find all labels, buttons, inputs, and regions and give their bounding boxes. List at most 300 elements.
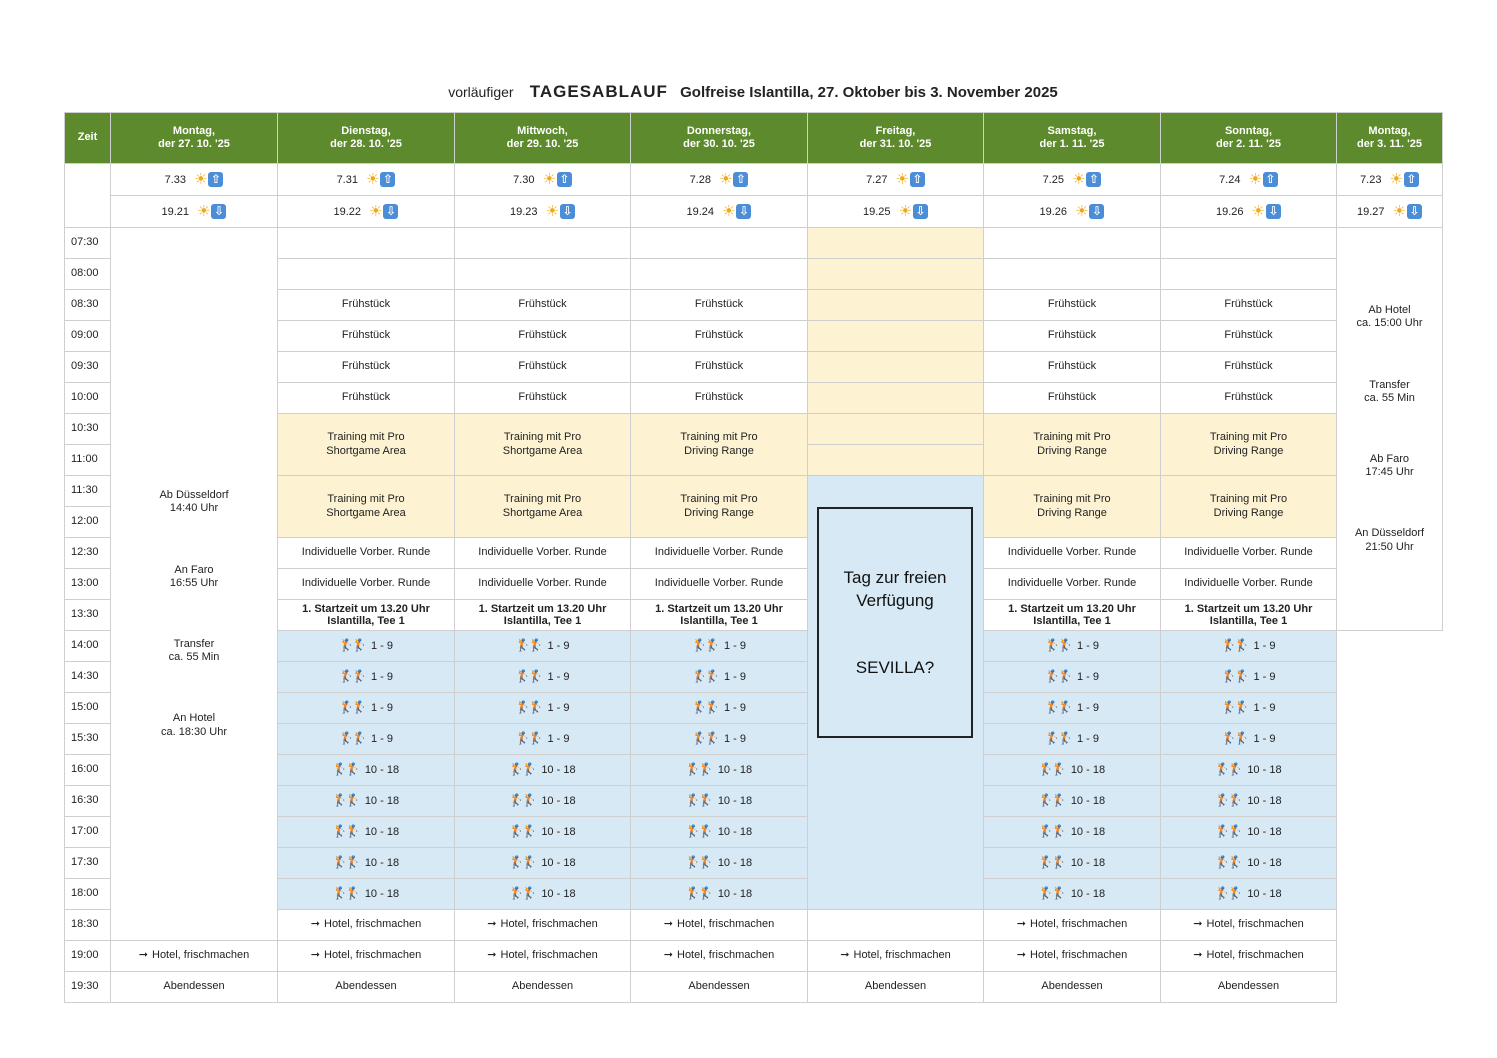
empty-cell (278, 259, 455, 290)
title-main: TAGESABLAUF (529, 82, 668, 101)
sun-icon: ☀ (718, 170, 733, 188)
golf-cell: 🏌🏌 10 - 18 (984, 848, 1161, 879)
sunset-row (65, 196, 1443, 228)
golf-cell: 🏌🏌 1 - 9 (455, 631, 631, 662)
golfer-icon: 🏌🏌 (685, 886, 712, 901)
tee-time-cell: 1. Startzeit um 13.20 Uhr Islantilla, Tee 1 (278, 600, 455, 631)
sunset-cell (984, 196, 1161, 228)
golfer-icon: 🏌🏌 (339, 638, 365, 653)
golfer-icon: 🏌🏌 (685, 855, 712, 870)
golf-cell: 🏌🏌 10 - 18 (631, 848, 808, 879)
dinner-cell: Abendessen (631, 972, 808, 1003)
sun-icon: ☀ (1389, 170, 1403, 188)
hotel-cell: ➞ Hotel, frischmachen (111, 941, 278, 972)
empty-cell (808, 910, 984, 941)
sunset-time: 19.27 (1357, 205, 1385, 218)
golfer-icon: 🏌🏌 (509, 855, 536, 870)
dinner-cell: Abendessen (278, 972, 455, 1003)
golf-cell: 🏌🏌 10 - 18 (631, 817, 808, 848)
golf-cell: 🏌🏌 10 - 18 (984, 879, 1161, 910)
golfer-icon: 🏌🏌 (339, 669, 365, 684)
tee-time-cell: 1. Startzeit um 13.20 Uhr Islantilla, Tee 1 (631, 600, 808, 631)
time-cell: 16:30 (65, 786, 111, 817)
golfer-icon: 🏌🏌 (1045, 700, 1071, 715)
golfer-icon: 🏌🏌 (332, 762, 359, 777)
golfer-icon: 🏌🏌 (692, 731, 718, 746)
departure-info-cell: Ab Hotel ca. 15:00 Uhr Transfer ca. 55 Min Ab Faro 17:45 Uhr An Düsseldorf 21:50 Uhr (1337, 228, 1443, 631)
golfer-icon: 🏌🏌 (332, 824, 359, 839)
golfer-icon: 🏌🏌 (515, 638, 542, 653)
arrow-down-icon: ⇩ (913, 204, 928, 219)
sun-icon: ☀ (369, 202, 383, 220)
arrow-up-icon: ⇧ (910, 172, 925, 187)
golf-cell: 🏌🏌 10 - 18 (278, 848, 455, 879)
golf-cell: 🏌🏌 10 - 18 (631, 879, 808, 910)
time-cell: 14:00 (65, 631, 111, 662)
golfer-icon: 🏌🏌 (1038, 886, 1065, 901)
golfer-icon: 🏌🏌 (509, 762, 536, 777)
arrow-down-icon: ⇩ (211, 204, 226, 219)
sunset-cell (631, 196, 808, 228)
right-arrow-icon: ➞ (1193, 949, 1203, 962)
golf-cell: 🏌🏌 10 - 18 (278, 817, 455, 848)
time-cell: 17:30 (65, 848, 111, 879)
sunset-time: 19.23 (510, 205, 538, 218)
time-cell: 17:00 (65, 817, 111, 848)
golf-cell: 🏌🏌 10 - 18 (455, 879, 631, 910)
hotel-cell: ➞ Hotel, frischmachen (278, 941, 455, 972)
sunrise-time: 7.23 (1360, 173, 1382, 186)
free-day-cell (808, 321, 984, 352)
sunrise-time: 7.27 (866, 173, 888, 186)
time-cell: 10:00 (65, 383, 111, 414)
golf-cell: 🏌🏌 10 - 18 (1161, 817, 1337, 848)
free-day-line1: Tag zur freien (843, 568, 947, 587)
golf-cell: 🏌🏌 1 - 9 (278, 693, 455, 724)
sunrise-time: 7.33 (164, 173, 186, 186)
empty-cell (1161, 228, 1337, 259)
golf-cell: 🏌🏌 1 - 9 (278, 631, 455, 662)
time-cell: 18:00 (65, 879, 111, 910)
right-arrow-icon: ➞ (1016, 918, 1026, 931)
empty-cell (65, 164, 111, 228)
free-day-cell (808, 352, 984, 383)
right-arrow-icon: ➞ (487, 949, 497, 962)
breakfast-cell: Frühstück (278, 290, 455, 321)
golf-cell: 🏌🏌 10 - 18 (278, 786, 455, 817)
breakfast-cell: Frühstück (984, 321, 1161, 352)
sunset-cell (808, 196, 984, 228)
practice-round-cell: Individuelle Vorber. Runde (984, 538, 1161, 569)
right-arrow-icon: ➞ (487, 918, 497, 931)
day-header: Dienstag, der 28. 10. '25 (278, 113, 455, 164)
golfer-icon: 🏌🏌 (1038, 855, 1065, 870)
time-cell: 09:00 (65, 321, 111, 352)
sunset-cell (455, 196, 631, 228)
hotel-cell: ➞ Hotel, frischmachen (984, 941, 1161, 972)
sunset-cell (111, 196, 278, 228)
golfer-icon: 🏌🏌 (685, 793, 712, 808)
arrow-down-icon: ⇩ (1089, 204, 1104, 219)
empty-cell (455, 228, 631, 259)
time-cell: 13:30 (65, 600, 111, 631)
golf-cell: 🏌🏌 1 - 9 (1161, 693, 1337, 724)
golf-cell: 🏌🏌 1 - 9 (278, 724, 455, 755)
free-day-cell (808, 383, 984, 414)
tee-time-cell: 1. Startzeit um 13.20 Uhr Islantilla, Tee 1 (455, 600, 631, 631)
hotel-cell: ➞ Hotel, frischmachen (631, 941, 808, 972)
sunset-time: 19.26 (1039, 205, 1068, 218)
golfer-icon: 🏌🏌 (692, 700, 718, 715)
hotel-cell: ➞ Hotel, frischmachen (1161, 910, 1337, 941)
empty-cell (455, 259, 631, 290)
hotel-cell: ➞ Hotel, frischmachen (808, 941, 984, 972)
practice-round-cell: Individuelle Vorber. Runde (455, 538, 631, 569)
zeit-header: Zeit (65, 113, 111, 164)
right-arrow-icon: ➞ (310, 918, 320, 931)
golfer-icon: 🏌🏌 (692, 669, 718, 684)
practice-round-cell: Individuelle Vorber. Runde (455, 569, 631, 600)
golf-cell: 🏌🏌 1 - 9 (1161, 631, 1337, 662)
practice-round-cell: Individuelle Vorber. Runde (984, 569, 1161, 600)
breakfast-cell: Frühstück (984, 290, 1161, 321)
time-slot-row (65, 228, 1443, 259)
dinner-cell: Abendessen (808, 972, 984, 1003)
breakfast-cell: Frühstück (984, 352, 1161, 383)
sun-icon: ☀ (1248, 170, 1262, 188)
sunrise-time: 7.28 (689, 173, 711, 186)
time-cell: 11:30 (65, 476, 111, 507)
golf-cell: 🏌🏌 1 - 9 (984, 631, 1161, 662)
golfer-icon: 🏌🏌 (515, 700, 542, 715)
sun-icon: ☀ (1251, 202, 1265, 220)
golfer-icon: 🏌🏌 (685, 762, 712, 777)
sun-icon: ☀ (898, 202, 912, 220)
golf-cell: 🏌🏌 1 - 9 (984, 693, 1161, 724)
day-header: Mittwoch, der 29. 10. '25 (455, 113, 631, 164)
golf-cell: 🏌🏌 10 - 18 (278, 755, 455, 786)
golf-cell: 🏌🏌 1 - 9 (984, 724, 1161, 755)
time-cell: 09:30 (65, 352, 111, 383)
hotel-cell: ➞ Hotel, frischmachen (278, 910, 455, 941)
breakfast-cell: Frühstück (455, 352, 631, 383)
training-cell: Training mit Pro Shortgame Area (455, 476, 631, 538)
sunset-time: 19.21 (161, 205, 190, 218)
sun-icon: ☀ (197, 202, 211, 220)
free-day-cell (808, 290, 984, 321)
day-header: Donnerstag, der 30. 10. '25 (631, 113, 808, 164)
golf-cell: 🏌🏌 1 - 9 (278, 662, 455, 693)
golfer-icon: 🏌🏌 (1221, 669, 1248, 684)
golfer-icon: 🏌🏌 (1045, 731, 1071, 746)
sunrise-time: 7.30 (513, 173, 535, 186)
free-day-cell (808, 445, 984, 476)
golfer-icon: 🏌🏌 (339, 731, 365, 746)
arrow-up-icon: ⇧ (1086, 172, 1101, 187)
golf-cell: 🏌🏌 10 - 18 (1161, 786, 1337, 817)
golfer-icon: 🏌🏌 (332, 855, 359, 870)
golfer-icon: 🏌🏌 (332, 793, 359, 808)
empty-cell (1161, 259, 1337, 290)
empty-cell (984, 259, 1161, 290)
golfer-icon: 🏌🏌 (515, 669, 542, 684)
empty-cell (631, 228, 808, 259)
time-cell: 10:30 (65, 414, 111, 445)
sunrise-time: 7.25 (1042, 173, 1064, 186)
training-cell: Training mit Pro Driving Range (984, 476, 1161, 538)
breakfast-cell: Frühstück (631, 383, 808, 414)
empty-cell (984, 228, 1161, 259)
sunset-cell (278, 196, 455, 228)
free-day-box (817, 507, 973, 738)
arrow-down-icon: ⇩ (560, 204, 575, 219)
day-header: Sonntag, der 2. 11. '25 (1161, 113, 1337, 164)
time-cell: 08:00 (65, 259, 111, 290)
golfer-icon: 🏌🏌 (1038, 824, 1065, 839)
golfer-icon: 🏌🏌 (1221, 731, 1248, 746)
breakfast-cell: Frühstück (631, 352, 808, 383)
sunrise-cell (631, 164, 808, 196)
arrow-up-icon: ⇧ (1404, 172, 1419, 187)
golfer-icon: 🏌🏌 (692, 638, 718, 653)
breakfast-cell: Frühstück (631, 290, 808, 321)
time-cell: 07:30 (65, 228, 111, 259)
hotel-cell: ➞ Hotel, frischmachen (455, 941, 631, 972)
practice-round-cell: Individuelle Vorber. Runde (278, 538, 455, 569)
golf-cell: 🏌🏌 10 - 18 (455, 755, 631, 786)
sunset-cell (1161, 196, 1337, 228)
golfer-icon: 🏌🏌 (1045, 669, 1071, 684)
arrow-down-icon: ⇩ (383, 204, 398, 219)
hotel-cell: ➞ Hotel, frischmachen (984, 910, 1161, 941)
free-day-line2: Verfügung (856, 591, 934, 610)
sunset-time: 19.26 (1216, 205, 1244, 218)
breakfast-cell: Frühstück (631, 321, 808, 352)
sunrise-cell (1161, 164, 1337, 196)
sunset-time: 19.22 (333, 205, 362, 218)
day-header: Montag, der 27. 10. '25 (111, 113, 278, 164)
arrow-down-icon: ⇩ (736, 204, 751, 219)
sun-icon: ☀ (1071, 170, 1086, 188)
sun-icon: ☀ (722, 202, 736, 220)
time-cell: 12:00 (65, 507, 111, 538)
breakfast-cell: Frühstück (278, 352, 455, 383)
golf-cell: 🏌🏌 1 - 9 (455, 724, 631, 755)
golf-cell: 🏌🏌 10 - 18 (1161, 879, 1337, 910)
training-cell: Training mit Pro Driving Range (984, 414, 1161, 476)
sun-icon: ☀ (1075, 202, 1089, 220)
golf-cell: 🏌🏌 1 - 9 (984, 662, 1161, 693)
time-cell: 16:00 (65, 755, 111, 786)
golfer-icon: 🏌🏌 (509, 793, 536, 808)
sunrise-cell (455, 164, 631, 196)
arrow-up-icon: ⇧ (1263, 172, 1278, 187)
sunset-time: 19.24 (686, 205, 715, 218)
time-cell: 19:00 (65, 941, 111, 972)
golfer-icon: 🏌🏌 (332, 886, 359, 901)
golf-cell: 🏌🏌 1 - 9 (631, 724, 808, 755)
golf-cell: 🏌🏌 10 - 18 (1161, 848, 1337, 879)
practice-round-cell: Individuelle Vorber. Runde (1161, 569, 1337, 600)
time-slot-row (65, 941, 1443, 972)
right-arrow-icon: ➞ (840, 949, 850, 962)
training-cell: Training mit Pro Driving Range (631, 476, 808, 538)
golf-cell: 🏌🏌 10 - 18 (984, 786, 1161, 817)
practice-round-cell: Individuelle Vorber. Runde (1161, 538, 1337, 569)
title-suffix: Golfreise Islantilla, 27. Oktober bis 3. November 2025 (680, 84, 1058, 101)
sunrise-time: 7.31 (336, 173, 358, 186)
sunset-time: 19.25 (863, 205, 891, 218)
day-header: Freitag, der 31. 10. '25 (808, 113, 984, 164)
blank-cell (1337, 631, 1443, 1003)
sun-icon: ☀ (895, 170, 909, 188)
sunrise-cell (111, 164, 278, 196)
right-arrow-icon: ➞ (1193, 918, 1203, 931)
dinner-cell: Abendessen (111, 972, 278, 1003)
golfer-icon: 🏌🏌 (509, 886, 536, 901)
golf-cell: 🏌🏌 10 - 18 (984, 755, 1161, 786)
golfer-icon: 🏌🏌 (515, 731, 542, 746)
sunrise-row (65, 164, 1443, 196)
right-arrow-icon: ➞ (1016, 949, 1026, 962)
golf-cell: 🏌🏌 10 - 18 (455, 817, 631, 848)
time-cell: 14:30 (65, 662, 111, 693)
golfer-icon: 🏌🏌 (685, 824, 712, 839)
practice-round-cell: Individuelle Vorber. Runde (631, 569, 808, 600)
golfer-icon: 🏌🏌 (1221, 638, 1248, 653)
breakfast-cell: Frühstück (455, 321, 631, 352)
page-title (64, 82, 1442, 106)
golf-cell: 🏌🏌 10 - 18 (455, 786, 631, 817)
golfer-icon: 🏌🏌 (1045, 638, 1071, 653)
sunset-cell (1337, 196, 1443, 228)
golfer-icon: 🏌🏌 (509, 824, 536, 839)
golfer-icon: 🏌🏌 (1221, 700, 1248, 715)
dinner-cell: Abendessen (984, 972, 1161, 1003)
free-day-sevilla: SEVILLA? (855, 658, 935, 677)
golfer-icon: 🏌🏌 (1215, 824, 1242, 839)
breakfast-cell: Frühstück (1161, 290, 1337, 321)
dinner-cell: Abendessen (1161, 972, 1337, 1003)
sunrise-cell (278, 164, 455, 196)
time-cell: 15:00 (65, 693, 111, 724)
arrow-up-icon: ⇧ (380, 172, 395, 187)
time-cell: 13:00 (65, 569, 111, 600)
breakfast-cell: Frühstück (1161, 383, 1337, 414)
free-day-cell (808, 259, 984, 290)
training-cell: Training mit Pro Driving Range (631, 414, 808, 476)
sun-icon: ☀ (193, 170, 208, 188)
sun-icon: ☀ (365, 170, 380, 188)
golf-cell: 🏌🏌 10 - 18 (631, 755, 808, 786)
golfer-icon: 🏌🏌 (1038, 793, 1065, 808)
right-arrow-icon: ➞ (310, 949, 320, 962)
sunrise-cell (984, 164, 1161, 196)
arrow-up-icon: ⇧ (208, 172, 223, 187)
time-cell: 18:30 (65, 910, 111, 941)
golf-cell: 🏌🏌 10 - 18 (984, 817, 1161, 848)
golfer-icon: 🏌🏌 (1215, 762, 1242, 777)
sunrise-cell (1337, 164, 1443, 196)
sun-icon: ☀ (1392, 202, 1406, 220)
free-day-cell (808, 414, 984, 445)
arrow-up-icon: ⇧ (557, 172, 572, 187)
time-cell: 11:00 (65, 445, 111, 476)
breakfast-cell: Frühstück (984, 383, 1161, 414)
time-slot-row (65, 972, 1443, 1003)
arrow-down-icon: ⇩ (1407, 204, 1422, 219)
right-arrow-icon: ➞ (138, 949, 148, 962)
golf-cell: 🏌🏌 1 - 9 (631, 662, 808, 693)
arrow-down-icon: ⇩ (1266, 204, 1281, 219)
hotel-cell: ➞ Hotel, frischmachen (1161, 941, 1337, 972)
training-cell: Training mit Pro Shortgame Area (278, 414, 455, 476)
day-header: Montag, der 3. 11. '25 (1337, 113, 1443, 164)
breakfast-cell: Frühstück (1161, 352, 1337, 383)
header-row (65, 113, 1443, 164)
sunrise-cell (808, 164, 984, 196)
free-day-cell (808, 228, 984, 259)
tee-time-cell: 1. Startzeit um 13.20 Uhr Islantilla, Tee 1 (984, 600, 1161, 631)
golf-cell: 🏌🏌 10 - 18 (1161, 755, 1337, 786)
training-cell: Training mit Pro Driving Range (1161, 476, 1337, 538)
training-cell: Training mit Pro Shortgame Area (455, 414, 631, 476)
golf-cell: 🏌🏌 1 - 9 (455, 693, 631, 724)
training-cell: Training mit Pro Shortgame Area (278, 476, 455, 538)
sun-icon: ☀ (542, 170, 556, 188)
golf-cell: 🏌🏌 1 - 9 (455, 662, 631, 693)
time-cell: 12:30 (65, 538, 111, 569)
hotel-cell: ➞ Hotel, frischmachen (631, 910, 808, 941)
breakfast-cell: Frühstück (1161, 321, 1337, 352)
arrival-info-cell: Ab Düsseldorf 14:40 Uhr An Faro 16:55 Uhr Transfer ca. 55 Min An Hotel ca. 18:30 Uhr (111, 228, 278, 941)
golf-cell: 🏌🏌 1 - 9 (1161, 662, 1337, 693)
breakfast-cell: Frühstück (455, 383, 631, 414)
practice-round-cell: Individuelle Vorber. Runde (278, 569, 455, 600)
golfer-icon: 🏌🏌 (1215, 886, 1242, 901)
right-arrow-icon: ➞ (663, 918, 673, 931)
golfer-icon: 🏌🏌 (1215, 855, 1242, 870)
breakfast-cell: Frühstück (278, 383, 455, 414)
time-cell: 08:30 (65, 290, 111, 321)
practice-round-cell: Individuelle Vorber. Runde (631, 538, 808, 569)
sunrise-time: 7.24 (1219, 173, 1241, 186)
tee-time-cell: 1. Startzeit um 13.20 Uhr Islantilla, Tee 1 (1161, 600, 1337, 631)
time-cell: 15:30 (65, 724, 111, 755)
day-header: Samstag, der 1. 11. '25 (984, 113, 1161, 164)
breakfast-cell: Frühstück (455, 290, 631, 321)
empty-cell (631, 259, 808, 290)
golf-cell: 🏌🏌 1 - 9 (631, 631, 808, 662)
schedule-table (64, 112, 1443, 1003)
right-arrow-icon: ➞ (663, 949, 673, 962)
golf-cell: 🏌🏌 1 - 9 (1161, 724, 1337, 755)
golf-cell: 🏌🏌 1 - 9 (631, 693, 808, 724)
training-cell: Training mit Pro Driving Range (1161, 414, 1337, 476)
breakfast-cell: Frühstück (278, 321, 455, 352)
time-cell: 19:30 (65, 972, 111, 1003)
golfer-icon: 🏌🏌 (339, 700, 365, 715)
hotel-cell: ➞ Hotel, frischmachen (455, 910, 631, 941)
empty-cell (278, 228, 455, 259)
golfer-icon: 🏌🏌 (1215, 793, 1242, 808)
title-prefix: vorläufiger (448, 84, 514, 100)
dinner-cell: Abendessen (455, 972, 631, 1003)
golf-cell: 🏌🏌 10 - 18 (455, 848, 631, 879)
golf-cell: 🏌🏌 10 - 18 (631, 786, 808, 817)
golfer-icon: 🏌🏌 (1038, 762, 1065, 777)
golf-cell: 🏌🏌 10 - 18 (278, 879, 455, 910)
